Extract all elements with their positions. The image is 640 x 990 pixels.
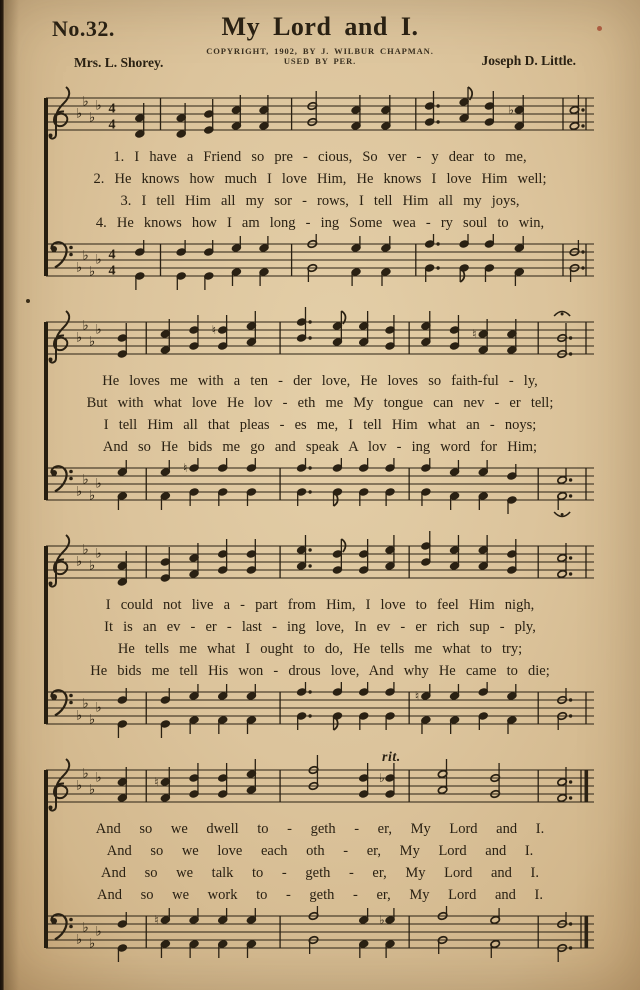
svg-text:♭: ♭ [508,103,514,117]
svg-text:♭: ♭ [76,932,83,948]
binding-edge-gradient [5,0,19,990]
svg-text:4: 4 [108,247,116,263]
lyric-line: 2. He knows how much I love Him, He knows I love Him well; [93,171,547,187]
svg-text:♭: ♭ [82,94,89,110]
svg-text:♭: ♭ [95,252,102,268]
lyric-line: He bids me tell His won - drous love, And why He came to die; [90,663,550,679]
svg-text:♭: ♭ [76,708,83,724]
music-system-3 [46,530,594,746]
bass-staff-3 [46,682,594,746]
svg-text:♭: ♭ [89,936,96,952]
svg-text:♭: ♭ [89,334,96,350]
svg-text:4: 4 [108,263,116,279]
copyright-line: COPYRIGHT, 1902, BY J. WILBUR CHAPMAN. [206,46,434,56]
svg-text:♭: ♭ [76,554,83,570]
music-system-4 [46,750,594,970]
lyric-line: 4. He knows how I am long - ing Some wea - ry soul to win, [95,215,545,231]
svg-text:4: 4 [108,101,116,117]
lyric-line: And so we work to - geth - er, My Lord and I. [97,887,543,903]
bass-staff-2 [46,458,594,522]
svg-text:♭: ♭ [82,472,89,488]
svg-text:♭: ♭ [95,476,102,492]
music-system-1 [46,82,594,298]
verse-block-4 [46,818,594,906]
treble-staff-2 [46,306,594,370]
lyric-line: I tell Him all that pleas - es me, I tell Him what an - noys; [103,417,537,433]
lyric-line: It is an ev - er - last - ing love, In ev - er rich sup - ply, [104,619,536,635]
svg-text:♮: ♮ [154,775,159,789]
lyric-line: He tells me what I ought to do, He tells me what to try; [117,641,523,657]
system-brace-rule [44,546,48,724]
svg-text:♭: ♭ [82,542,89,558]
page-title: My Lord and I. [221,12,419,41]
bass-staff-1 [46,234,594,298]
svg-text:♭: ♭ [89,558,96,574]
system-brace-rule [44,770,48,948]
system-brace-rule [44,322,48,500]
verse-block-1 [46,146,594,234]
svg-text:♭: ♭ [95,700,102,716]
svg-text:♭: ♭ [76,106,83,122]
lyric-line: And so He bids me go and speak A lov - ing word for Him; [102,439,538,455]
lyric-line: But with what love He lov - eth me My tongue can nev - er tell; [86,395,554,411]
bass-staff-4 [46,906,594,970]
svg-text:♭: ♭ [379,913,385,927]
svg-text:♮: ♮ [183,461,188,475]
svg-text:♭: ♭ [89,110,96,126]
svg-text:♭: ♭ [95,770,102,786]
svg-text:♭: ♭ [82,696,89,712]
music-system-2 [46,306,594,522]
svg-text:♭: ♭ [76,330,83,346]
svg-text:♮: ♮ [414,689,420,703]
svg-text:♭: ♭ [82,248,89,264]
ritardando-marking: rit. [382,750,401,765]
svg-text:♭: ♭ [95,98,102,114]
lyricist-credit: Mrs. L. Shorey. [74,55,164,70]
svg-text:♭: ♭ [76,260,83,276]
treble-staff-3 [46,530,594,594]
svg-text:4: 4 [108,117,116,133]
treble-staff-1 [46,82,594,146]
verse-block-2 [46,370,594,458]
lyric-line: And so we love each oth - er, My Lord and I. [106,843,534,859]
svg-text:♭: ♭ [89,488,96,504]
lyric-line: I could not live a - part from Him, I love to feel Him nigh, [105,597,535,613]
svg-text:♭: ♭ [76,778,83,794]
svg-text:♭: ♭ [89,712,96,728]
lyric-line: 3. I tell Him all my sor - rows, I tell Him all my joys, [120,193,520,209]
lyric-line: He loves me with a ten - der love, He loves so faith-ful - ly, [102,373,538,389]
svg-text:♭: ♭ [82,766,89,782]
svg-text:♭: ♭ [379,771,385,785]
verse-block-3 [46,594,594,682]
scan-speck [26,299,30,303]
svg-text:♭: ♭ [89,782,96,798]
svg-text:♮: ♮ [211,323,217,337]
hymn-number: No.32. [52,16,115,41]
lyric-line: And so we talk to - geth - er, My Lord and I. [101,865,539,881]
svg-text:♮: ♮ [154,913,159,927]
svg-text:♭: ♭ [82,318,89,334]
lyric-line: 1. I have a Friend so pre - cious, So ver - y dear to me, [113,149,527,165]
system-brace-rule [44,98,48,276]
treble-staff-4 [46,754,594,818]
svg-text:♭: ♭ [82,920,89,936]
svg-text:♮: ♮ [472,327,477,341]
svg-text:♭: ♭ [89,264,96,280]
svg-text:♭: ♭ [95,924,102,940]
copyright-permission: USED BY PER. [283,56,357,66]
svg-text:♭: ♭ [95,546,102,562]
composer-credit: Joseph D. Little. [481,53,576,68]
svg-text:♭: ♭ [76,484,83,500]
lyric-line: And so we dwell to - geth - er, My Lord and I. [95,821,545,837]
svg-text:♭: ♭ [95,322,102,338]
